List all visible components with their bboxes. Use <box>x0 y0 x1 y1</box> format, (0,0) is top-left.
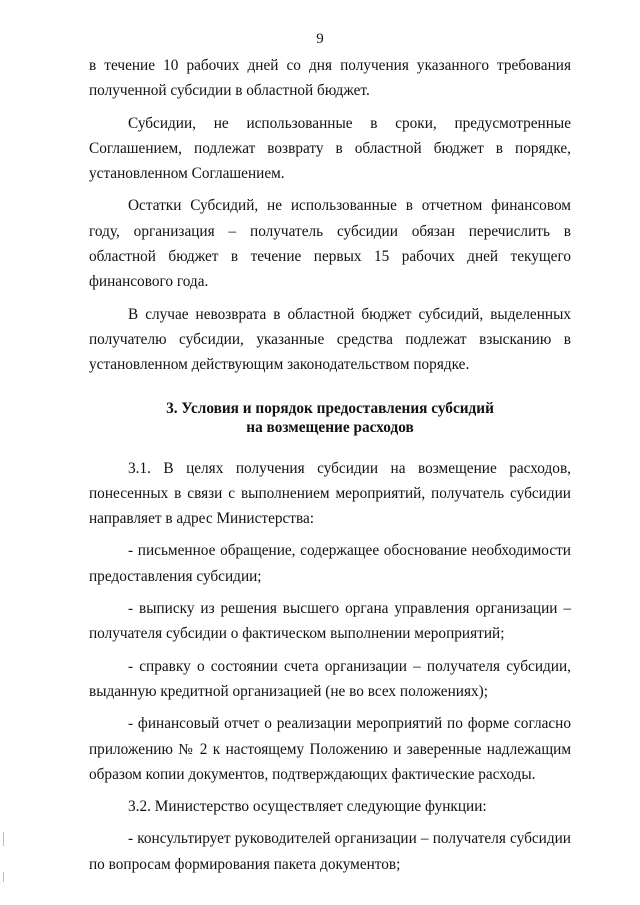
scan-artifact <box>3 872 4 882</box>
paragraph: Остатки Субсидий, не использованные в отчетном финансовом году, организация – получатель субсидии обязан перечислить в областной бюджет в течение первых 15 рабочих дней текущего финансового года. <box>89 197 571 291</box>
paragraph: В случае невозврата в областной бюджет субсидий, выделенных получателю субсидии, указанные средства подлежат взысканию в установленном действующим законодательством порядке. <box>89 305 571 374</box>
section-heading-line-1: 3. Условия и порядок предоставления субсидий <box>166 399 494 417</box>
list-item: - справку о состоянии счета организации – получателя субсидии, выданную кредитной организацией (не во всех положениях); <box>89 657 571 700</box>
document-body <box>89 53 571 877</box>
paragraph: 3.1. В целях получения субсидии на возмещение расходов, понесенных в связи с выполнением мероприятий, получатель субсидии направляет в адрес Министерства: <box>89 459 571 528</box>
list-item: - финансовый отчет о реализации мероприятий по форме согласно приложению № 2 к настоящему Положению и заверенные надлежащим образом копии документов, подтверждающих фактические расходы. <box>89 715 571 783</box>
list-item: - консультирует руководителей организации – получателя субсидии по вопросам формирования пакета документов; <box>89 830 571 873</box>
paragraph: Субсидии, не использованные в сроки, предусмотренные Соглашением, подлежат возврату в областной бюджет в порядке, установленном Соглашением. <box>89 114 571 183</box>
section-heading-line-2: на возмещение расходов <box>246 418 414 436</box>
paragraph: 3.2. Министерство осуществляет следующие функции: <box>128 798 487 816</box>
paragraph: в течение 10 рабочих дней со дня получения указанного требования полученной субсидии в областной бюджет. <box>89 57 571 100</box>
list-item: - выписку из решения высшего органа управления организации – получателя субсидии о фактическом выполнении мероприятий; <box>89 600 571 643</box>
page-number: 9 <box>316 31 324 47</box>
scan-artifact <box>3 832 4 846</box>
section-heading <box>89 399 571 437</box>
list-item: - письменное обращение, содержащее обоснование необходимости предоставления субсидии; <box>89 542 571 585</box>
